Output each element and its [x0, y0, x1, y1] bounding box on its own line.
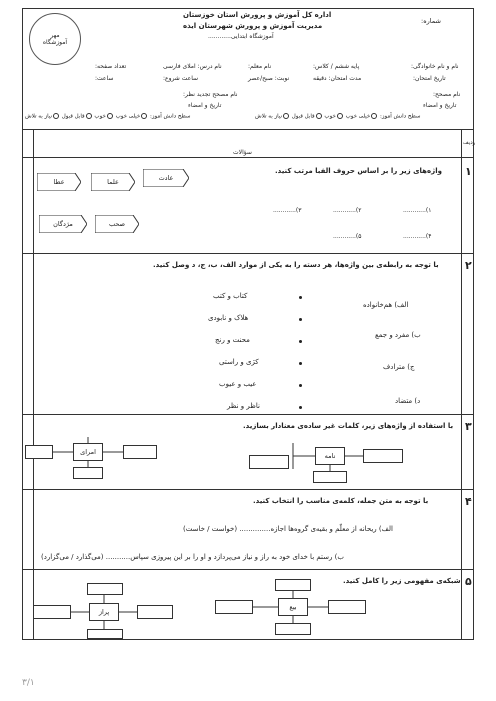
q3-answer-box-1a[interactable]: [249, 455, 289, 469]
q2-option-d: د) متضاد: [395, 397, 421, 405]
question-1-number: ۱: [465, 165, 472, 178]
q5-answer-box-1d[interactable]: [275, 623, 311, 635]
q1-blank-3[interactable]: ۳)............: [273, 207, 302, 214]
office-title: اداره کل آموزش و پرورش استان خوزستان: [183, 11, 332, 19]
q1-blank-2[interactable]: ۲)............: [333, 207, 362, 214]
q2-item-2: هلاک و نابودی: [208, 314, 249, 322]
question-3-text: با استفاده از واژه‌های زیر، کلمات غیر ساده‌ی معنادار بسازید.: [243, 422, 454, 430]
q3-answer-box-2c[interactable]: [73, 467, 103, 479]
question-3-number: ۳: [465, 420, 472, 433]
shift-label: نوبت: صبح/عصر: [248, 75, 290, 82]
q5-answer-box-2b[interactable]: [33, 605, 71, 619]
level2-very-good: خیلی خوب: [115, 113, 141, 120]
q5-root-word-1-label: بیع: [289, 603, 297, 611]
question-5-text: شبکه‌ی مفهومی زیر را کامل کنید.: [343, 577, 461, 585]
q2-option-c: ج) مترادف: [383, 363, 415, 371]
level2-good: خوب: [94, 113, 106, 120]
q2-option-b: ب) مفرد و جمع: [375, 331, 421, 339]
q1-word-olama-label: علما: [107, 178, 119, 186]
q3-root-word-1: [315, 447, 345, 465]
exam-date-label: تاریخ امتحان:: [413, 75, 446, 82]
corrector-date-sign: تاریخ و امضاء: [423, 102, 457, 109]
time-label: ساعت:: [95, 75, 114, 82]
q1-word-adat-label: عادت: [158, 174, 174, 182]
q2-item-1: کتاب و کتب: [213, 292, 248, 300]
level-label-1: سطح دانش آموز:: [379, 113, 421, 120]
seal-line-1: مهر: [50, 32, 60, 39]
q3-root-word-1-label: نامه: [324, 452, 336, 460]
recheck-label: نام مصحح تجدید نظر:: [183, 91, 238, 98]
corrector-label: نام مصحح:: [433, 91, 461, 98]
q5-answer-box-1a[interactable]: [275, 579, 311, 591]
q3-answer-box-1b[interactable]: [363, 449, 403, 463]
question-4-number: ۴: [465, 495, 472, 508]
q1-word-mojdegan-label: مژدگان: [53, 220, 73, 228]
level-very-good: خیلی خوب: [345, 113, 371, 120]
q2-item-4: کژی و راستی: [219, 358, 259, 366]
start-time-label: ساعت شروع:: [163, 75, 199, 82]
q4-sentence-a: الف) ریحانه از معلّم و بقیه‌ی گروه‌ها اجازه.............. (خواست / خاست): [183, 525, 393, 533]
q2-option-a: الف) هم‌خانواده: [363, 301, 409, 309]
pages-label: تعداد صفحه:: [95, 63, 127, 70]
q5-root-word-2-label: پراز: [98, 608, 110, 616]
q3-answer-box-2a[interactable]: [25, 445, 53, 459]
question-2-text: با توجه به رابطه‌ی بین واژه‌ها، هر دسته را به یکی از موارد الف، ب، ج، د وصل کنید.: [153, 261, 439, 269]
grade-label: پایه ششم / کلاس:: [313, 63, 360, 70]
q1-blank-5[interactable]: ۵)............: [333, 233, 362, 240]
q5-root-word-2: [89, 603, 119, 621]
q5-answer-box-1c[interactable]: [328, 600, 366, 614]
q1-word-ata-label: عطا: [53, 178, 65, 186]
q2-item-6: ناظر و نظر: [227, 402, 260, 410]
level-good: خوب: [324, 113, 336, 120]
seal-line-2: آموزشگاه: [42, 39, 68, 46]
exam-sheet: [22, 8, 474, 640]
recheck-date-sign: تاریخ و امضاء: [188, 102, 222, 109]
q4-sentence-b: ب) رستم با خدای خود به راز و نیاز می‌پردازد و او را بر این پیروزی سپاس........... (می‌گذارد / می‌گزارد): [41, 553, 344, 561]
q4-bottom-line: [23, 569, 473, 570]
questions-header: سؤالات: [233, 149, 252, 156]
student-name-label: نام و نام خانوادگی:: [411, 63, 459, 70]
subject-label: نام درس: املای فارسی: [163, 63, 222, 70]
q3-answer-box-2b[interactable]: [123, 445, 157, 459]
page-number: ۳/۱: [22, 678, 35, 688]
question-5-number: ۵: [465, 575, 472, 588]
q1-blank-4[interactable]: ۴)............: [403, 233, 432, 240]
q3-root-word-2-label: امرای: [80, 448, 96, 456]
q3-q5-connector-lines: [23, 9, 475, 641]
number-label: شماره:: [421, 17, 441, 25]
q2-item-5: عیب و عیوب: [219, 380, 257, 388]
level-label-2: سطح دانش آموز:: [149, 113, 191, 120]
level-needs-effort: نیاز به تلاش: [255, 113, 283, 120]
q2-item-3: محنت و رنج: [215, 336, 250, 344]
level-acceptable: قابل قبول: [291, 113, 315, 120]
q3-root-word-2: [73, 443, 103, 461]
school-name: آموزشگاه ابتدایی............: [208, 33, 274, 40]
teacher-label: نام معلم:: [248, 63, 272, 70]
q5-answer-box-2c[interactable]: [137, 605, 173, 619]
q5-root-word-1: [278, 598, 308, 616]
level2-acceptable: قابل قبول: [61, 113, 85, 120]
question-1-text: واژه‌های زیر را بر اساس حروف الفبا مرتب کنید.: [275, 167, 442, 175]
level2-needs-effort: نیاز به تلاش: [25, 113, 53, 120]
q5-answer-box-2a[interactable]: [87, 583, 123, 595]
question-4-text: با توجه به متن جمله، کلمه‌ی مناسب را انتخاب کنید.: [253, 497, 429, 505]
question-2-number: ۲: [465, 259, 472, 272]
q5-answer-box-1b[interactable]: [215, 600, 253, 614]
duration-label: مدت امتحان: دقیقه: [313, 75, 362, 82]
row-header: ردیف: [463, 140, 476, 146]
department-title: مدیریت آموزش و پرورش شهرستان ایذه: [183, 22, 323, 30]
q5-answer-box-2d[interactable]: [87, 629, 123, 639]
q3-bottom-line: [23, 489, 473, 490]
q3-answer-box-1c[interactable]: [313, 471, 347, 483]
q1-blank-1[interactable]: ۱)............: [403, 207, 432, 214]
q1-word-sohb-label: صحب: [108, 220, 126, 228]
